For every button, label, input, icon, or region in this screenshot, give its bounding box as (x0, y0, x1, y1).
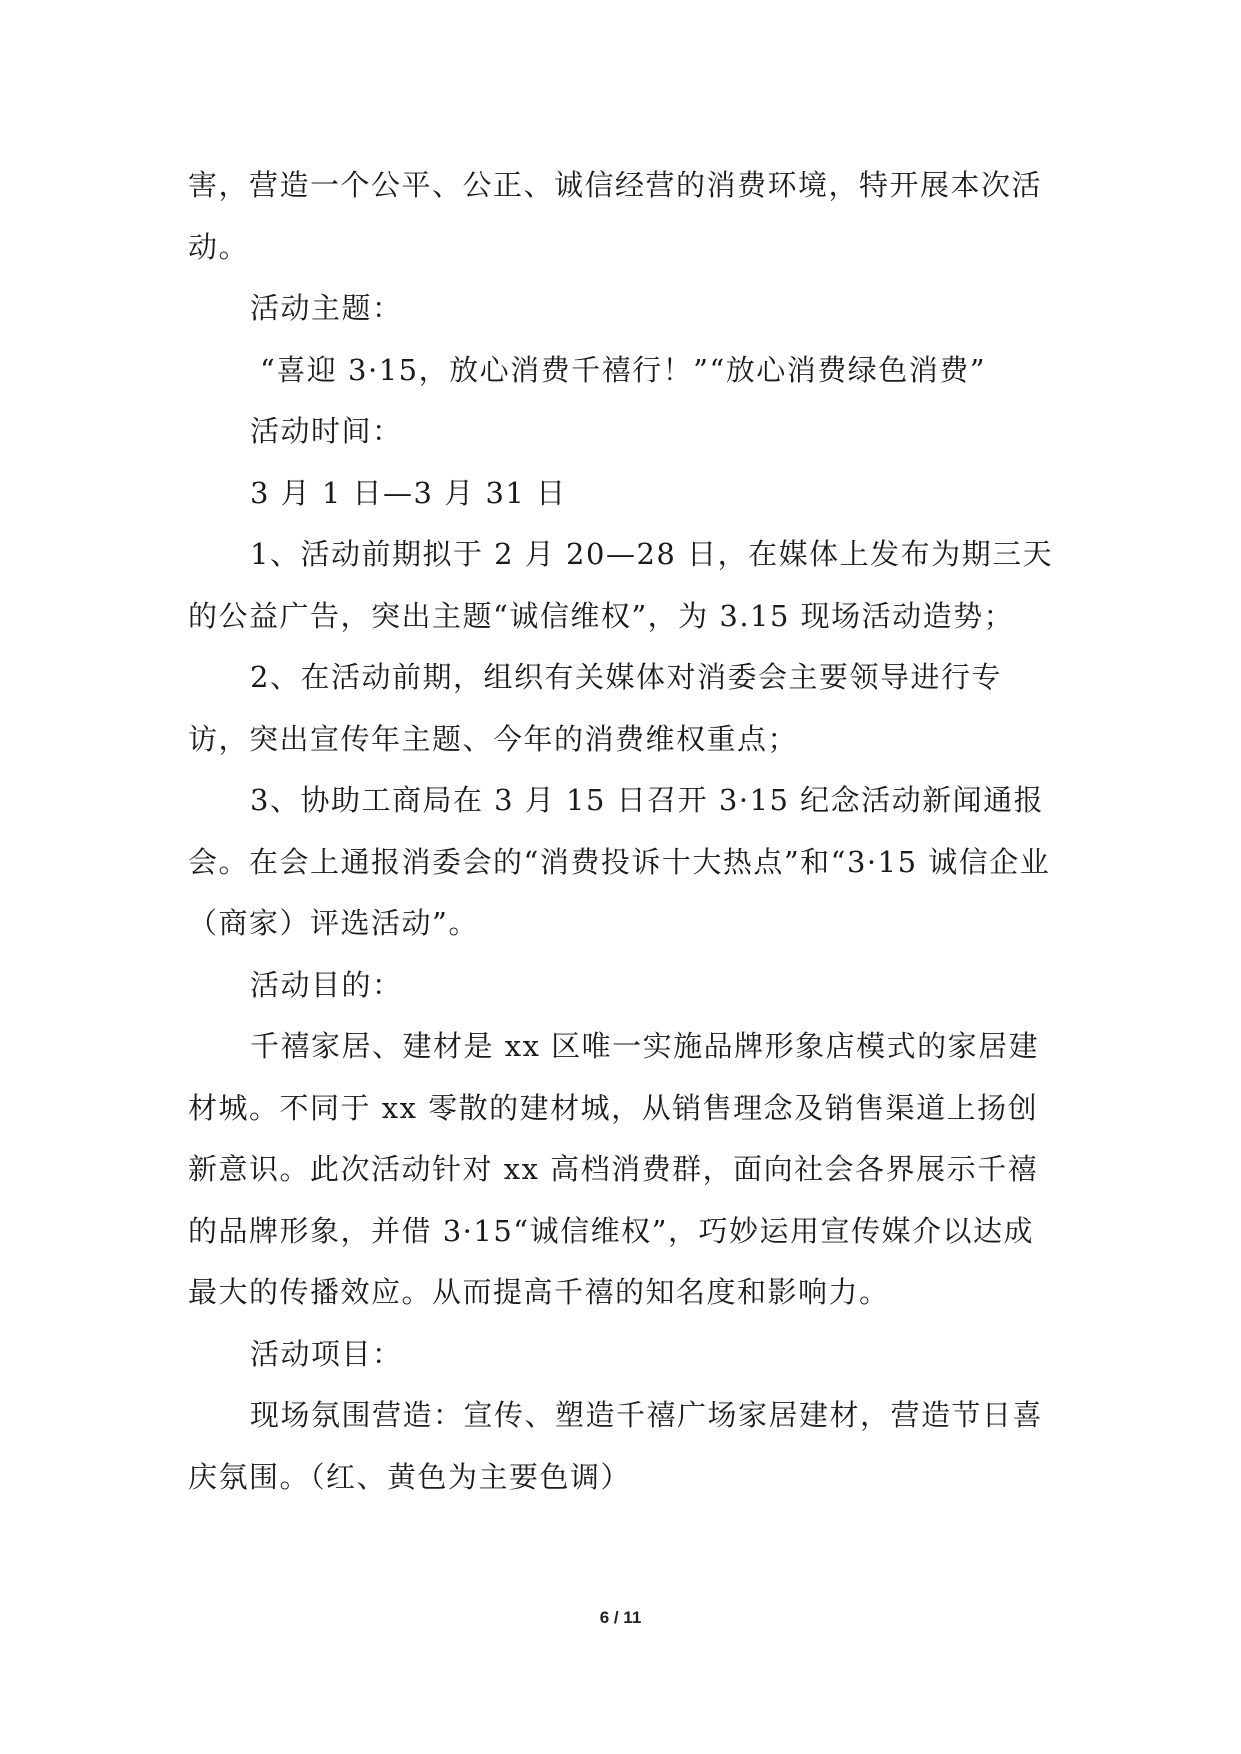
document-body (188, 155, 1058, 1508)
page-number: 6 / 11 (599, 1608, 642, 1627)
heading-activity-time: 活动时间： (250, 414, 403, 448)
heading-activity-theme: 活动主题： (250, 291, 403, 325)
activity-items-text: 现场氛围营造：宣传、塑造千禧广场家居建材，营造节日喜庆氛围。（红、黄色为主要色调） (188, 1398, 1044, 1494)
list-item-2: 2、在活动前期，组织有关媒体对消委会主要领导进行专访，突出宣传年主题、今年的消费维权重点； (188, 660, 1002, 756)
list-item-3: 3、协助工商局在 3 月 15 日召开 3·15 纪念活动新闻通报会。在会上通报消委会的“消费投诉十大热点”和“3·15 诚信企业（商家）评选活动”。 (188, 783, 1051, 940)
activity-purpose-text: 千禧家居、建材是 xx 区唯一实施品牌形象店模式的家居建材城。不同于 xx 零散的建材城，从销售理念及销售渠道上扬创新意识。此次活动针对 xx 高档消费群，面向社会各界展示千禧的品牌形象，并借 3·15“诚信维权”，巧妙运用宣传媒介以达成最大的传播效应。从而提高千禧的知名度和影响力。 (188, 1029, 1040, 1309)
activity-time-text: 3 月 1 日—3 月 31 日 (250, 475, 567, 510)
paragraph-continuation: 害，营造一个公平、公正、诚信经营的消费环境，特开展本次活动。 (188, 168, 1043, 264)
heading-activity-items: 活动项目： (250, 1336, 403, 1371)
heading-activity-purpose: 活动目的： (250, 967, 403, 1002)
activity-theme-text: “喜迎 3·15，放心消费千禧行！”“放心消费绿色消费” (260, 352, 987, 387)
list-item-1: 1、活动前期拟于 2 月 20—28 日，在媒体上发布为期三天的公益广告，突出主题“诚信维权”，为 3.15 现场活动造势； (188, 537, 1054, 633)
